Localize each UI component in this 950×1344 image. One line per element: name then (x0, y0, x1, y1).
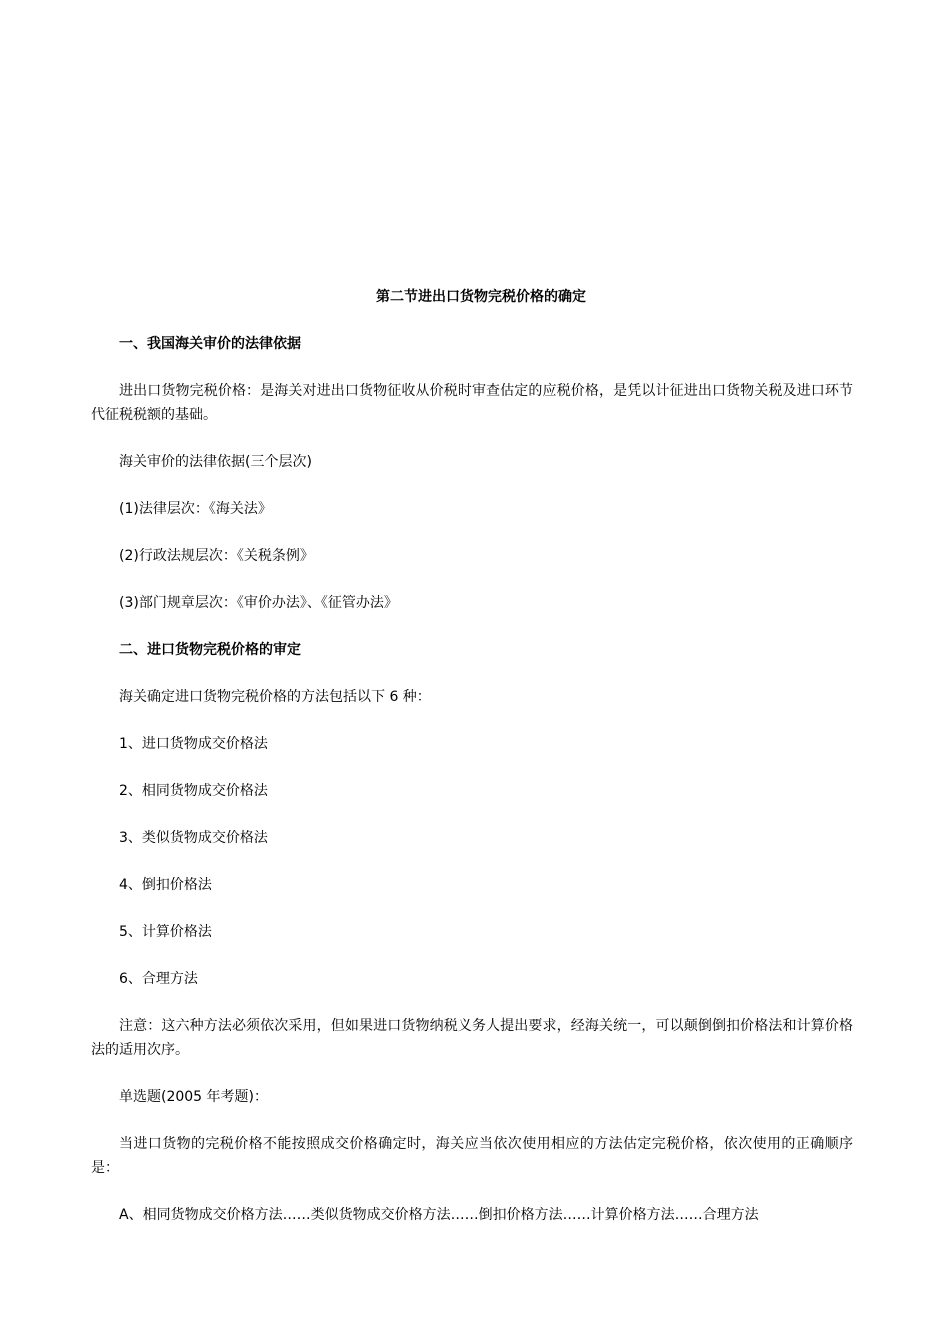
list-item-method-5: 5、计算价格法 (119, 924, 212, 940)
list-item-method-6: 6、合理方法 (119, 971, 198, 987)
list-item-method-3: 3、类似货物成交价格法 (119, 830, 268, 846)
list-item-method-4: 4、倒扣价格法 (119, 877, 212, 893)
question-text: 当进口货物的完税价格不能按照成交价格确定时，海关应当依次使用相应的方法估定完税价格，依次使用的正确顺序是： (91, 1136, 853, 1176)
list-item-basis-rules: (3)部门规章层次：《审价办法》、《征管办法》 (119, 595, 398, 611)
document-page (91, 285, 853, 1227)
question-label: 单选题(2005 年考题)： (119, 1089, 269, 1105)
paragraph-definition: 进出口货物完税价格：是海关对进出口货物征收从价税时审查估定的应税价格，是凭以计征进出口货物关税及进口环节代征税税额的基础。 (91, 383, 853, 423)
list-item-basis-law: (1)法律层次：《海关法》 (119, 501, 272, 517)
list-item-method-2: 2、相同货物成交价格法 (119, 783, 268, 799)
section-heading-import-valuation: 二、进口货物完税价格的审定 (119, 642, 301, 658)
list-item-basis-regulation: (2)行政法规层次：《关税条例》 (119, 548, 314, 564)
paragraph-note: 注意：这六种方法必须依次采用，但如果进口货物纳税义务人提出要求，经海关统一，可以颠倒倒扣价格法和计算价格法的适用次序。 (91, 1018, 853, 1058)
document-title: 第二节进出口货物完税价格的确定 (376, 289, 586, 305)
answer-option-a: A、相同货物成交价格方法……类似货物成交价格方法……倒扣价格方法……计算价格方法……合理方法 (119, 1207, 759, 1223)
paragraph-basis-intro: 海关审价的法律依据(三个层次) (119, 454, 312, 470)
paragraph-methods-intro: 海关确定进口货物完税价格的方法包括以下 6 种： (119, 689, 431, 705)
list-item-method-1: 1、进口货物成交价格法 (119, 736, 268, 752)
section-heading-legal-basis: 一、我国海关审价的法律依据 (119, 336, 301, 352)
